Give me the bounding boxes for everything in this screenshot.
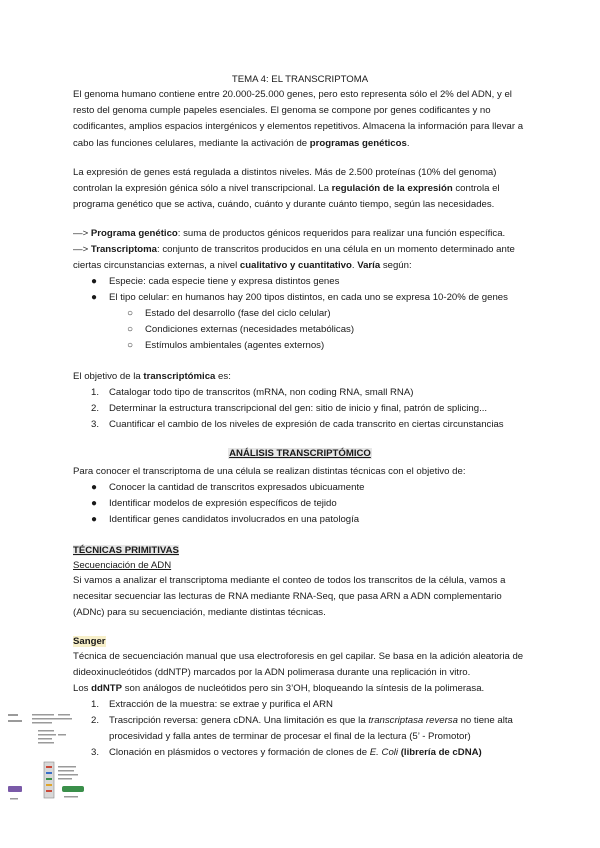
expression-end: controla el programa genético que se activa, cuándo, cuánto y durante cuánto tiempo, según las necesidades. [73,183,500,211]
section-heading-analisis [0,448,600,459]
sanger-paragraph: Técnica de secuenciación manual que usa electroforesis en gel capilar. Se basa en la adición aleatoria de dideoxinucleótidos (ddNTP) marcados por la ADN polimerasa durante una replicación in vitro. [73,651,524,679]
expression-paragraph [73,165,529,214]
list-item-text: Catalogar todo tipo de transcritos (mRNA, non coding RNA, small RNA) [109,387,414,398]
heading-text: TÉCNICAS PRIMITIVAS [73,545,179,556]
definition-programa [73,226,533,242]
list-item-text: Condiciones externas (necesidades metabólicas) [145,324,355,335]
bullet-icon: ● [91,276,98,287]
sub-list-item [127,306,525,322]
sanger-diagram-image [8,712,98,804]
item-number: 2. [91,715,100,726]
definition-text: . [351,260,358,272]
intro-paragraph [73,87,529,152]
arrow-glyph: —> [73,228,91,239]
list-item [91,290,539,306]
definition-transcriptoma [73,242,533,274]
subheading-sanger [73,634,529,650]
item-number: 1. [91,699,100,710]
list-item-text: Clonación en plásmidos o vectores y formación de clones de [109,747,370,758]
heading-text: ANÁLISIS TRANSCRIPTÓMICO [229,448,371,459]
list-item [91,496,539,512]
term-programa: Programa genético [90,228,178,239]
term-cualitativo: cualitativo y cuantitativo [239,260,352,272]
list-item [91,274,539,290]
definition-text: : suma de productos génicos requeridos para realizar una función específica. [177,228,506,239]
circle-bullet-icon: ○ [127,340,134,351]
ddntp-paragraph [73,681,529,697]
term-varia: Varía [357,260,381,272]
objetivo-paragraph [73,369,529,385]
item-number: 2. [91,403,100,414]
sub-list-item [127,322,525,338]
list-item-text: Identificar genes candidatos involucrados en una patología [109,514,360,525]
term-transcriptoma: Transcriptoma [90,244,157,255]
italic-term: E. Coli [369,747,399,758]
analisis-intro: Para conocer el transcriptoma de una célula se realizan distintas técnicas con el objetivo de: [73,466,466,477]
subheading-secuenciacion [73,558,529,574]
list-item-text: Identificar modelos de expresión específicos de tejido [109,498,337,509]
circle-bullet-icon: ○ [127,308,134,319]
page-title: TEMA 4: EL TRANSCRIPTOMA [231,74,369,85]
ddntp-bold: ddNTP [91,683,123,694]
objetivo-bold: transcriptómica [143,371,216,382]
section-heading-tecnicas [73,543,529,559]
ddntp-text: Los [73,683,92,694]
list-item-text: no tiene alta procesividad y falla antes de terminar de procesar el final de la lectura (5’ - Promotor) [109,715,513,743]
definition-text: según: [380,260,412,272]
bullet-icon: ● [91,292,98,303]
list-item-text: Estímulos ambientales (agentes externos) [145,340,325,351]
numbered-item [91,713,529,745]
intro-text: El genoma humano contiene entre 20.000-25.000 genes, pero esto representa sólo el 2% del ADN, y el resto del genoma cumple papeles esenciales. El genoma se compone por genes codificantes y no codificantes, amplios espacios intergénicos y elementos repetitivos. Almacena la información para llevar a cabo las funciones celulares, mediante la activación de [73,89,524,149]
italic-term: transcriptasa reversa [368,715,458,726]
bullet-icon: ● [91,514,98,525]
list-item [91,512,539,528]
bold-term: (librería de cDNA) [400,747,482,758]
list-item-text: Extracción de la muestra: se extrae y purifica el ARN [109,699,333,710]
list-item-text: Especie: cada especie tiene y expresa distintos genes [109,276,340,287]
intro-end: . [406,137,410,149]
intro-bold: programas genéticos [309,137,407,149]
subheading-text: Sanger [73,636,106,647]
sub-list-item [127,338,525,354]
numbered-item [91,745,529,761]
ddntp-text: son análogos de nucleótidos pero sin 3’OH, bloqueando la síntesis de la polimerasa. [122,683,485,694]
definition-text: : conjunto de transcritos producidos en una célula en un momento determinado ante ciertas circunstancias externas, a nivel [73,244,515,272]
numbered-item [91,697,529,713]
bullet-icon: ● [91,482,98,493]
objetivo-text: El objetivo de la [73,371,144,382]
subheading-text: Secuenciación de ADN [73,560,172,571]
list-item-text: Cuantificar el cambio de los niveles de expresión de cada transcrito en ciertas circunstancias [109,419,504,430]
numbered-item [91,385,549,401]
list-item-text: Conocer la cantidad de transcritos expresados ubicuamente [109,482,365,493]
arrow-glyph: —> [73,244,91,255]
list-item-text: Estado del desarrollo (fase del ciclo celular) [145,308,331,319]
bullet-icon: ● [91,498,98,509]
item-number: 3. [91,419,100,430]
expression-bold: regulación de la expresión [331,183,453,195]
numbered-item [91,417,549,433]
list-item-text: Trascripción reversa: genera cDNA. Una limitación es que la [109,715,369,726]
objetivo-text: es: [215,371,231,382]
secuenciacion-paragraph: Si vamos a analizar el transcriptoma mediante el conteo de todos los transcritos de la célula, vamos a necesitar secuenciar las lecturas de RNA mediante RNA-Seq, que pasa ARN a ADN complementario (ADNc) para su secuenciación, mediante distintas técnicas. [73,575,506,619]
list-item-text: El tipo celular: en humanos hay 200 tipos distintos, en cada uno se expresa 10-20% de genes [109,292,508,303]
list-item-text: Determinar la estructura transcripcional del gen: sitio de inicio y final, patrón de splicing... [109,403,488,414]
list-item [91,480,539,496]
circle-bullet-icon: ○ [127,324,134,335]
numbered-item [91,401,549,417]
item-number: 1. [91,387,100,398]
item-number: 3. [91,747,100,758]
expression-text: La expresión de genes está regulada a distintos niveles. Más de 2.500 proteínas (10% del genoma) controlan la expresión génica sólo a nivel transcripcional. La [73,167,497,195]
